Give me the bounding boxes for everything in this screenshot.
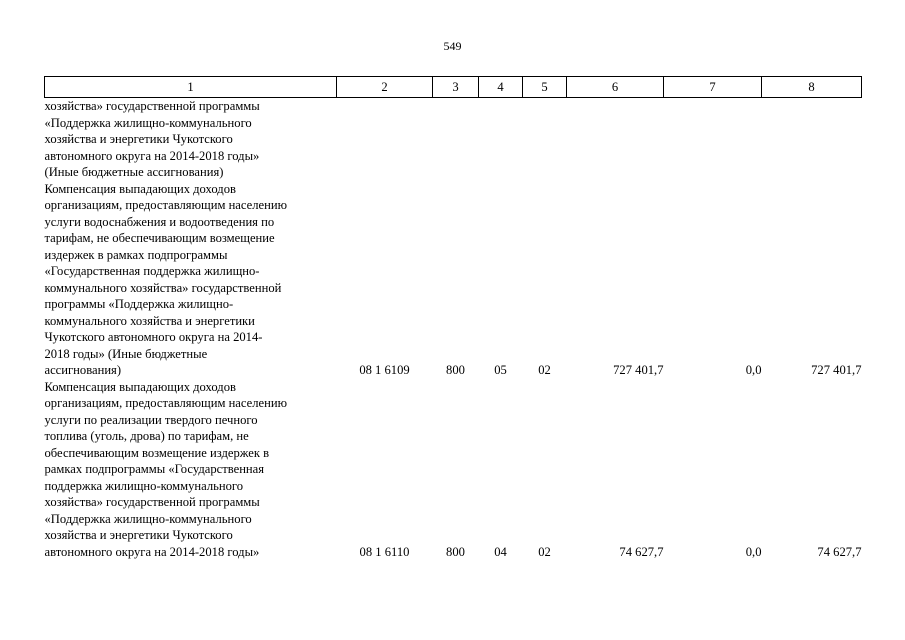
column-header-3: 3	[433, 77, 479, 98]
row-sum-change	[664, 98, 762, 181]
row-subsection: 02	[538, 544, 551, 559]
row-sum-result: 74 627,7	[817, 544, 862, 559]
row-section: 04	[494, 544, 507, 559]
row-description: Компенсация выпадающих доходов организациям, предоставляющим населению услуги по реализации твердого печного топлива (уголь, дрова) по тарифам, не обеспечивающим возмещение издержек в рамках подпрограммы «Государственная поддержка жилищно-коммунального хозяйства» государственной программы «Поддержка жилищно-коммунального хозяйства и энергетики Чукотского автономного округа на 2014-2018 годы»	[44, 379, 287, 559]
row-description: хозяйства» государственной программы «Поддержка жилищно-коммунального хозяйства и энергетики Чукотского автономного округа на 2014-2018 годы» (Иные бюджетные ассигнования)	[44, 99, 260, 179]
column-header-1: 1	[45, 77, 337, 98]
row-program-code	[337, 98, 433, 181]
row-expense-type: 800	[446, 363, 465, 377]
column-header-4: 4	[479, 77, 523, 98]
row-subsection: 02	[538, 363, 551, 377]
column-number-header-row	[45, 77, 862, 98]
row-section	[479, 98, 523, 181]
row-sum-result: 727 401,7	[811, 363, 862, 377]
table-row	[45, 181, 862, 379]
column-header-2: 2	[337, 77, 433, 98]
table-row	[45, 98, 862, 181]
row-section: 05	[494, 363, 507, 377]
row-description: Компенсация выпадающих доходов организациям, предоставляющим населению услуги водоснабжения и водоотведения по тарифам, не обеспечивающим возмещение издержек в рамках подпрограммы «Государственная поддержка жилищно- коммунального хозяйства» государственной программы «Поддержка жилищно- коммунального хозяйства и энергетики Чукотского автономного округа на 2014- 2018 годы» (Иные бюджетные ассигнования)	[44, 181, 287, 377]
page-number: 549	[443, 39, 462, 53]
row-sum-total: 74 627,7	[619, 544, 664, 559]
budget-table	[44, 76, 862, 560]
column-header-5: 5	[523, 77, 567, 98]
row-expense-type: 800	[446, 544, 465, 559]
column-header-8: 8	[762, 77, 862, 98]
row-sum-change: 0,0	[745, 544, 762, 559]
row-sum-total: 727 401,7	[613, 363, 664, 377]
row-program-code: 08 1 6109	[359, 363, 410, 377]
row-expense-type	[433, 98, 479, 181]
row-subsection	[523, 98, 567, 181]
row-sum-change: 0,0	[745, 363, 762, 377]
row-sum-result	[762, 98, 862, 181]
row-sum-total	[567, 98, 664, 181]
column-header-7: 7	[664, 77, 762, 98]
row-program-code: 08 1 6110	[359, 544, 410, 559]
table-row	[45, 379, 862, 561]
column-header-6: 6	[567, 77, 664, 98]
